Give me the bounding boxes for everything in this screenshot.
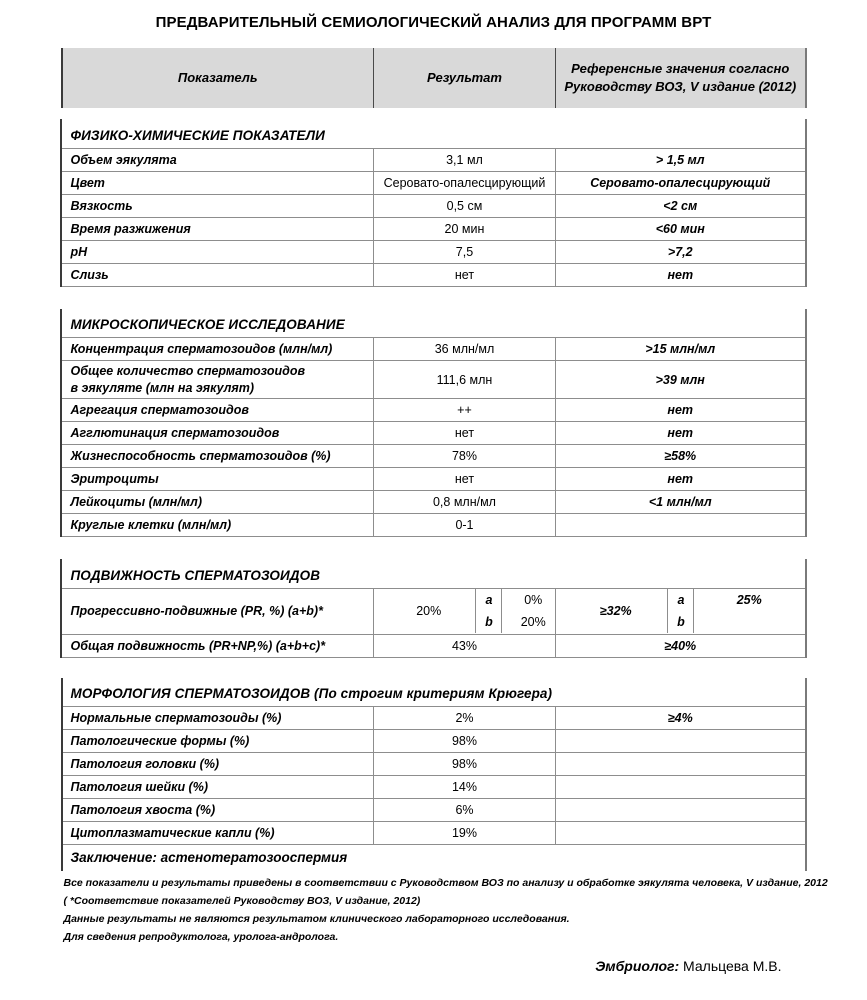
signature-name: Мальцева М.В. <box>679 957 782 974</box>
row-reference <box>556 753 806 776</box>
progressive-result-total: 20% <box>416 604 442 618</box>
section-physico-chemical <box>60 119 806 287</box>
conclusion-text: Заключение: астенотератозооспермия <box>70 850 348 866</box>
row-label: Круглые клетки (млн/мл) <box>61 514 373 537</box>
row-result: 98% <box>374 753 556 776</box>
table-row <box>61 399 805 422</box>
row-result: 43% <box>373 634 555 657</box>
footnote-line: ( *Соответствие показателей Руководству ВОЗ, V издание, 2012) <box>63 894 421 907</box>
row-reference <box>555 514 805 537</box>
row-label: Объем эякулята <box>61 148 373 171</box>
row-reference: >39 млн <box>555 361 805 399</box>
table-row <box>61 338 805 361</box>
column-header-reference-line1: Референсные значения согласно <box>571 61 790 77</box>
progressive-result-grid <box>382 589 564 633</box>
row-reference: >7,2 <box>555 240 805 263</box>
row-result: 19% <box>374 822 556 845</box>
table-row <box>62 776 806 799</box>
table-row <box>61 171 805 194</box>
column-header-result: Результат <box>374 48 556 108</box>
footnote-line: Для сведения репродуктолога, уролога-андролога. <box>63 930 339 943</box>
section-gap <box>0 287 867 309</box>
section-motility <box>60 559 806 658</box>
progressive-reference-b-label: b <box>668 611 694 633</box>
column-header-parameter: Показатель <box>62 48 374 108</box>
row-result: 0-1 <box>373 514 555 537</box>
row-result: 7,5 <box>373 240 555 263</box>
row-reference: Серовато-опалесцирующий <box>555 171 805 194</box>
table-row-total-motility <box>61 634 805 657</box>
row-label: Цвет <box>61 171 373 194</box>
row-label: Слизь <box>61 263 373 286</box>
table-row <box>62 730 806 753</box>
section-heading-motility: ПОДВИЖНОСТЬ СПЕРМАТОЗОИДОВ <box>70 567 321 583</box>
row-label: Вязкость <box>61 194 373 217</box>
row-label: Общая подвижность (PR+NP,%) (a+b+c)* <box>61 634 373 657</box>
row-result: 111,6 млн <box>373 361 555 399</box>
section-heading-morphology: МОРФОЛОГИЯ СПЕРМАТОЗОИДОВ (По строгим критериям Крюгера) <box>70 686 553 702</box>
column-header-reference-line2: Руководству ВОЗ, V издание (2012) <box>564 79 797 94</box>
row-label: Патология головки (%) <box>62 753 374 776</box>
column-header-reference <box>556 48 806 108</box>
table-row <box>61 263 805 286</box>
section-heading-row <box>62 678 806 707</box>
row-label: Время разжижения <box>61 217 373 240</box>
section-heading-physico-chemical: ФИЗИКО-ХИМИЧЕСКИЕ ПОКАЗАТЕЛИ <box>70 127 325 143</box>
progressive-result-b-label: b <box>476 611 502 633</box>
row-reference <box>556 730 806 753</box>
table-header-row <box>62 48 806 108</box>
row-label: Патология хвоста (%) <box>62 799 374 822</box>
row-result: 14% <box>374 776 556 799</box>
row-result: нет <box>373 263 555 286</box>
table-header <box>61 48 807 108</box>
row-result: 78% <box>373 445 555 468</box>
row-result: 20 мин <box>373 217 555 240</box>
row-result: 0,8 млн/мл <box>373 491 555 514</box>
row-reference: нет <box>555 263 805 286</box>
table-row <box>61 422 805 445</box>
row-label: Патологические формы (%) <box>62 730 374 753</box>
row-reference <box>556 799 806 822</box>
row-label: Цитоплазматические капли (%) <box>62 822 374 845</box>
row-label: Прогрессивно-подвижные (PR, %) (a+b)* <box>61 588 373 634</box>
progressive-result-a-value: 0% <box>524 593 543 607</box>
row-reference: нет <box>555 399 805 422</box>
table-row <box>61 148 805 171</box>
row-label: Концентрация сперматозоидов (млн/мл) <box>61 338 373 361</box>
section-morphology <box>61 678 807 871</box>
section-heading-row <box>61 119 805 148</box>
row-result: 3,1 мл <box>373 148 555 171</box>
row-label: Агглютинация сперматозоидов <box>61 422 373 445</box>
row-reference: <2 см <box>555 194 805 217</box>
row-reference: нет <box>555 468 805 491</box>
row-result: 6% <box>374 799 556 822</box>
row-reference: ≥4% <box>556 707 806 730</box>
conclusion-row <box>62 845 806 871</box>
table-row <box>62 753 806 776</box>
row-reference: ≥40% <box>555 634 805 657</box>
section-heading-row <box>61 309 805 338</box>
row-label-line1: Общее количество сперматозоидов <box>70 364 306 379</box>
table-row <box>61 445 805 468</box>
row-reference: <1 млн/мл <box>555 491 805 514</box>
table-row <box>61 491 805 514</box>
table-row <box>61 468 805 491</box>
footnotes <box>62 874 828 946</box>
row-label <box>61 361 373 399</box>
row-result: нет <box>373 422 555 445</box>
row-label: Эритроциты <box>61 468 373 491</box>
row-reference: >15 млн/мл <box>555 338 805 361</box>
row-reference: ≥58% <box>555 445 805 468</box>
section-gap <box>0 658 867 678</box>
table-row <box>61 240 805 263</box>
table-row <box>61 217 805 240</box>
row-reference: > 1,5 мл <box>555 148 805 171</box>
row-label: pH <box>61 240 373 263</box>
row-label: Агрегация сперматозоидов <box>61 399 373 422</box>
row-reference <box>556 822 806 845</box>
row-label: Нормальные сперматозоиды (%) <box>62 707 374 730</box>
table-row <box>61 194 805 217</box>
row-reference: <60 мин <box>555 217 805 240</box>
section-heading-row <box>61 559 805 588</box>
row-result: 0,5 см <box>373 194 555 217</box>
signature-role: Эмбриолог: <box>595 957 680 974</box>
page-title: ПРЕДВАРИТЕЛЬНЫЙ СЕМИОЛОГИЧЕСКИЙ АНАЛИЗ ДЛЯ ПРОГРАММ ВРТ <box>155 14 712 31</box>
table-row <box>62 799 806 822</box>
table-row-progressive-motility <box>61 588 805 634</box>
section-microscopy <box>60 309 806 538</box>
row-label-line2: в эякуляте (млн на эякулят) <box>70 380 255 395</box>
row-reference <box>556 776 806 799</box>
table-row <box>61 361 805 399</box>
section-heading-microscopy: МИКРОСКОПИЧЕСКОЕ ИССЛЕДОВАНИЕ <box>70 317 345 333</box>
footnote-line: Данные результаты не являются результатом клинического лабораторного исследования. <box>63 912 570 925</box>
row-label: Лейкоциты (млн/мл) <box>61 491 373 514</box>
row-result: 98% <box>374 730 556 753</box>
row-reference: нет <box>555 422 805 445</box>
row-result: Серовато-опалесцирующий <box>373 171 555 194</box>
progressive-reference-grid <box>564 589 804 633</box>
progressive-result-b-value: 20% <box>520 615 546 629</box>
row-result: нет <box>373 468 555 491</box>
table-row <box>61 514 805 537</box>
section-gap <box>0 537 867 559</box>
row-result: 2% <box>374 707 556 730</box>
progressive-result-a-label: a <box>476 589 502 611</box>
row-result: ++ <box>373 399 555 422</box>
progressive-reference-total: ≥32% <box>599 604 632 618</box>
table-row <box>62 822 806 845</box>
row-result: 36 млн/мл <box>373 338 555 361</box>
row-label: Патология шейки (%) <box>62 776 374 799</box>
row-result-progressive <box>373 588 555 634</box>
progressive-reference-b-value <box>694 611 804 633</box>
footnote-line: Все показатели и результаты приведены в соответствии с Руководством ВОЗ по анализу и обработке эякулята человека, V издание, 2012 <box>63 876 828 889</box>
signature-block <box>62 958 806 974</box>
progressive-reference-a-label: a <box>668 589 694 611</box>
row-label: Жизнеспособность сперматозоидов (%) <box>61 445 373 468</box>
progressive-reference-a-value: 25% <box>736 593 762 607</box>
row-reference-progressive <box>555 588 805 634</box>
table-row <box>62 707 806 730</box>
